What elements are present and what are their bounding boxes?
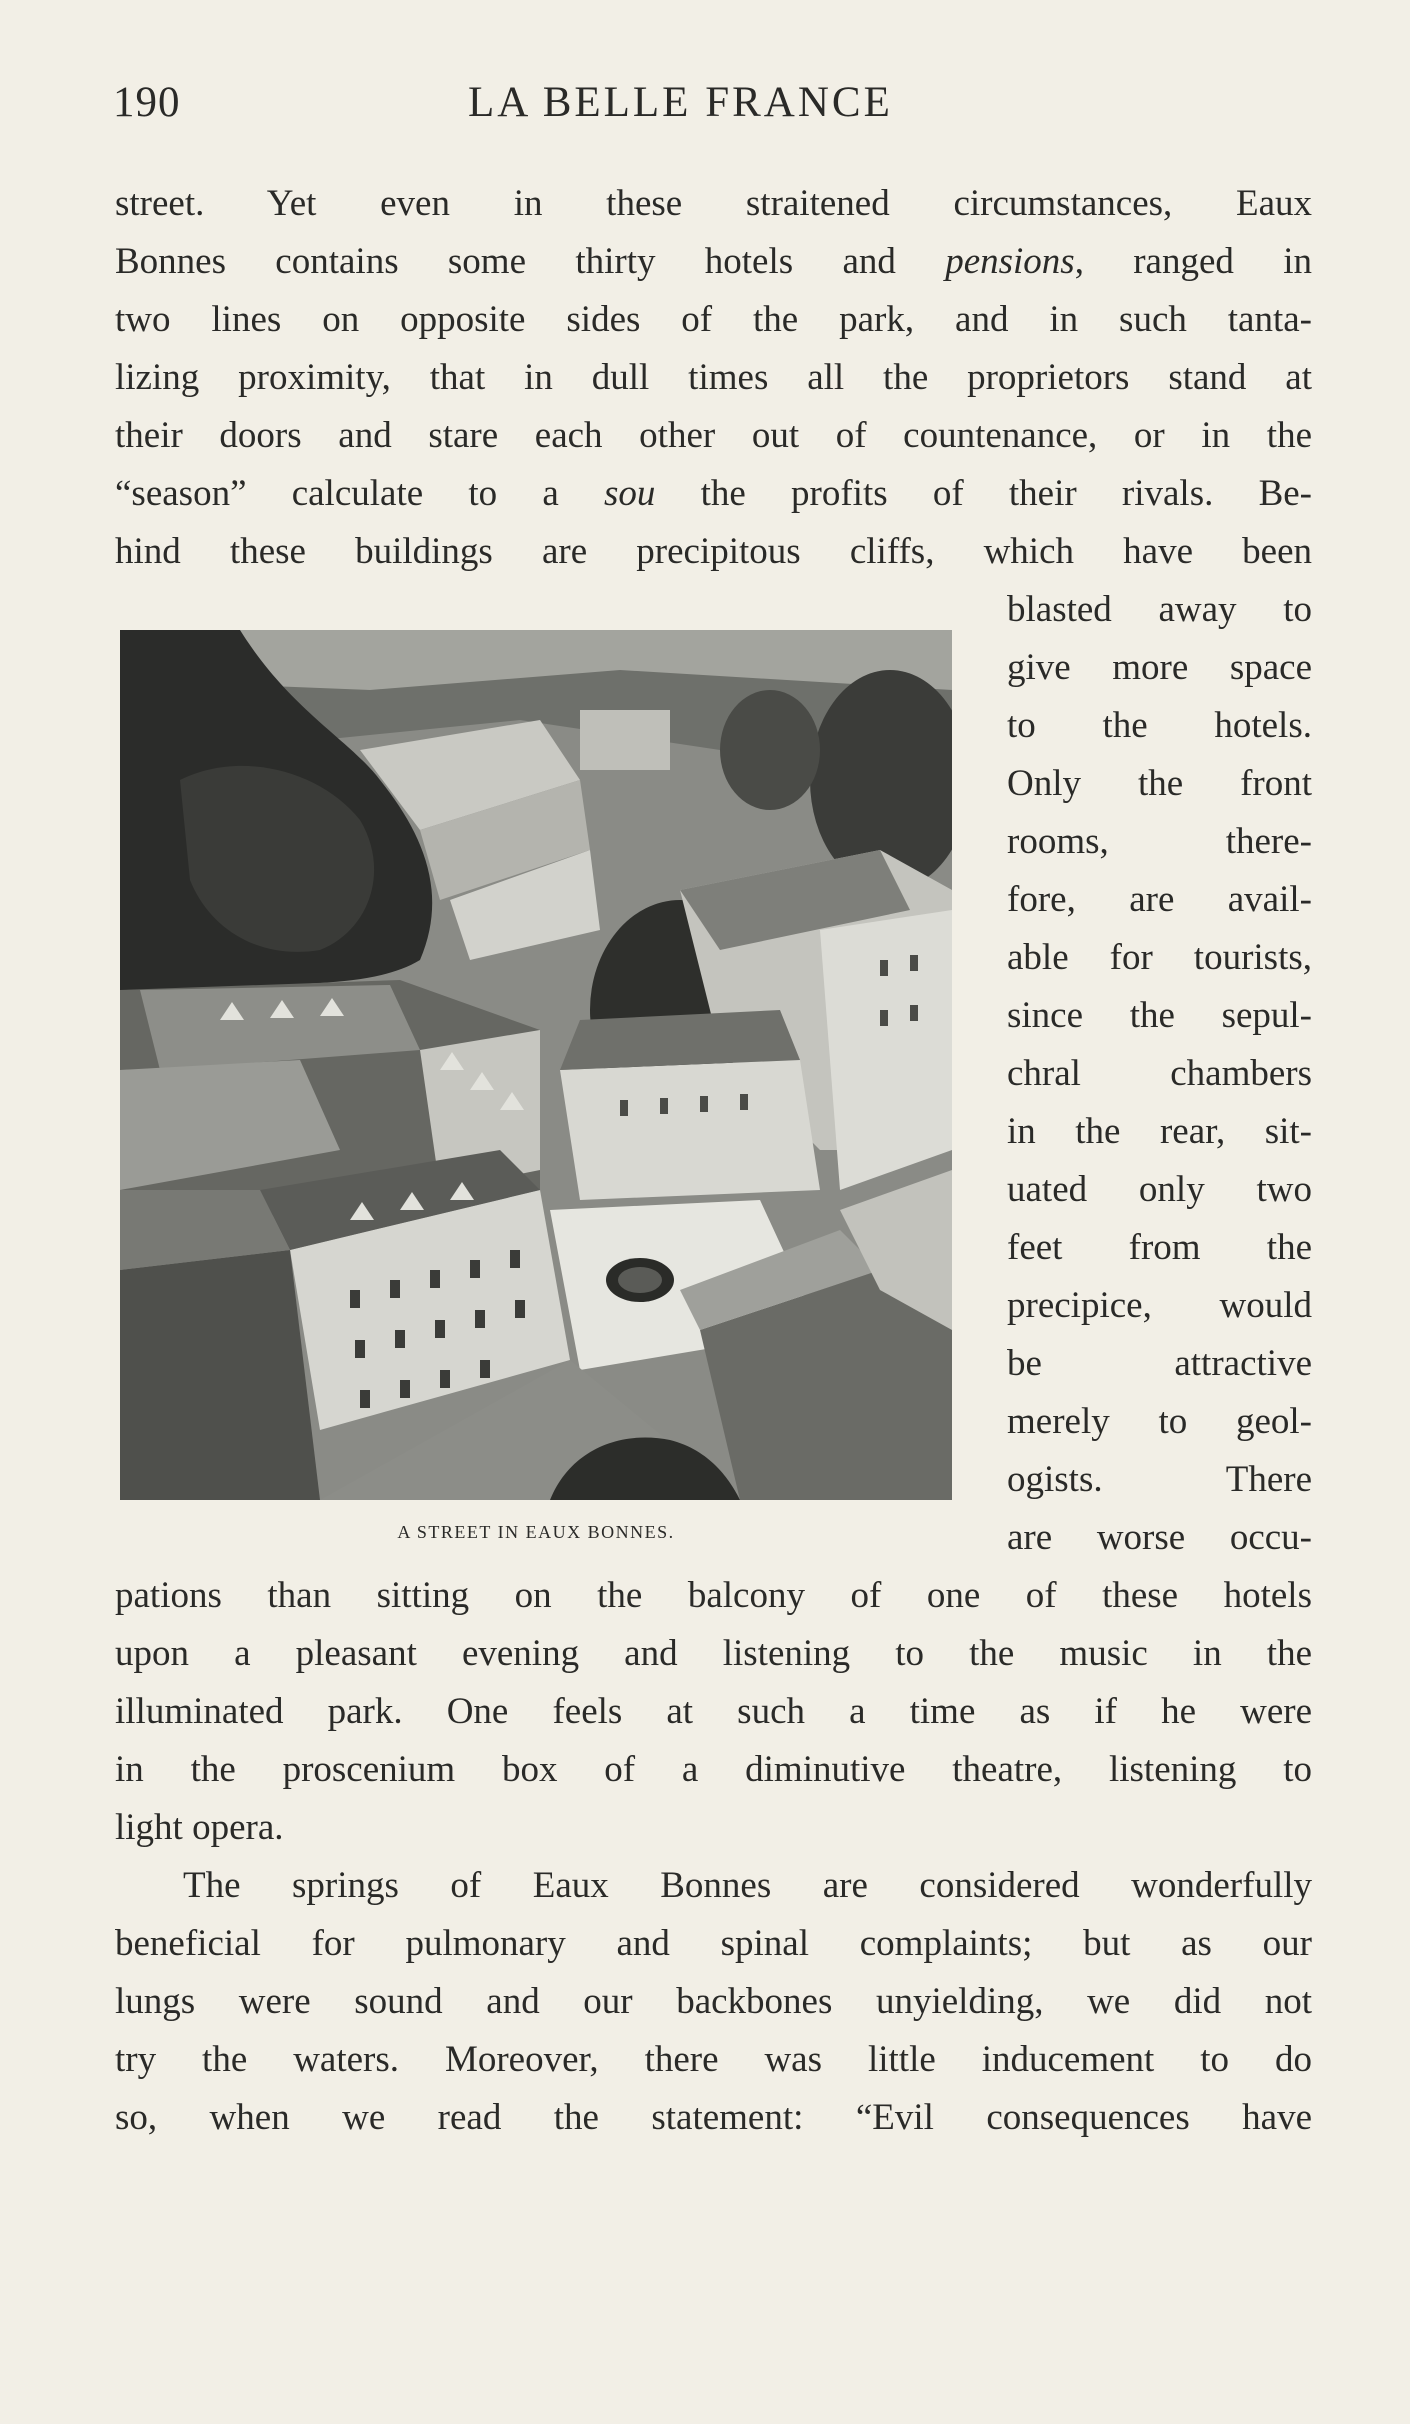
- text-line: so, when we read the statement: “Evil consequences have: [115, 2097, 1312, 2138]
- text-line: Bonnes contains some thirty hotels and pensions, ranged in: [115, 241, 1312, 282]
- italic-word: sou: [604, 473, 656, 514]
- page-header: [113, 78, 1313, 138]
- text-line: in the proscenium box of a diminutive theatre, listening to: [115, 1749, 1312, 1790]
- side-text-line: feet from the: [1007, 1227, 1312, 1268]
- text-line: light opera.: [115, 1807, 284, 1848]
- side-text-line: give more space: [1007, 647, 1312, 688]
- italic-word: pensions: [945, 241, 1075, 282]
- text-line: street. Yet even in these straitened circumstances, Eaux: [115, 183, 1312, 224]
- text-line: lizing proximity, that in dull times all the proprietors stand at: [115, 357, 1312, 398]
- side-text-line: fore, are avail-: [1007, 879, 1312, 920]
- text-line: two lines on opposite sides of the park, and in such tanta-: [115, 299, 1312, 340]
- side-text-line: merely to geol-: [1007, 1401, 1312, 1442]
- side-text-line: are worse occu-: [1007, 1517, 1312, 1558]
- page-number: 190: [113, 79, 181, 126]
- side-text-line: rooms, there-: [1007, 821, 1312, 862]
- text-line: pations than sitting on the balcony of one of these hotels: [115, 1575, 1312, 1616]
- text-line: “season” calculate to a sou the profits of their rivals. Be-: [115, 473, 1312, 514]
- text-line: hind these buildings are precipitous cliffs, which have been: [115, 531, 1312, 572]
- text-line: their doors and stare each other out of countenance, or in the: [115, 415, 1312, 456]
- side-text-line: since the sepul-: [1007, 995, 1312, 1036]
- running-head: LA BELLE FRANCE: [468, 79, 893, 126]
- text-line: The springs of Eaux Bonnes are considered wonderfully: [183, 1865, 1312, 1906]
- side-text-line: blasted away to: [1007, 589, 1312, 630]
- side-text-line: chral chambers: [1007, 1053, 1312, 1094]
- side-text-line: to the hotels.: [1007, 705, 1312, 746]
- street-photograph: [120, 630, 952, 1500]
- side-text-line: precipice, would: [1007, 1285, 1312, 1326]
- text-line: upon a pleasant evening and listening to the music in the: [115, 1633, 1312, 1674]
- text-line: illuminated park. One feels at such a time as if he were: [115, 1691, 1312, 1732]
- side-text-line: uated only two: [1007, 1169, 1312, 1210]
- text-line: lungs were sound and our backbones unyielding, we did not: [115, 1981, 1312, 2022]
- side-text-line: ogists. There: [1007, 1459, 1312, 1500]
- figure-caption: A STREET IN EAUX BONNES.: [397, 1522, 675, 1542]
- text-line: beneficial for pulmonary and spinal complaints; but as our: [115, 1923, 1312, 1964]
- side-text-line: be attractive: [1007, 1343, 1312, 1384]
- side-text-line: able for tourists,: [1007, 937, 1312, 978]
- side-text-line: Only the front: [1007, 763, 1312, 804]
- text-line: try the waters. Moreover, there was little inducement to do: [115, 2039, 1312, 2080]
- side-text-line: in the rear, sit-: [1007, 1111, 1312, 1152]
